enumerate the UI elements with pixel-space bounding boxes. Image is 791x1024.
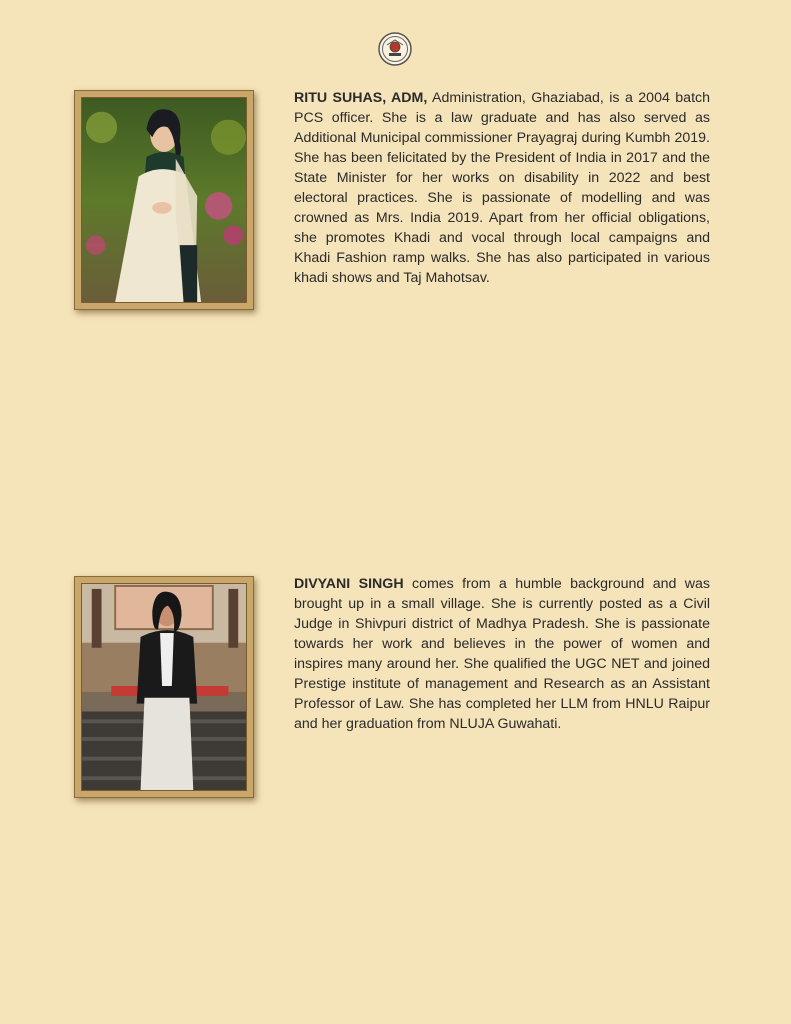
portrait-photo-icon: [81, 583, 247, 791]
profile-2-text: comes from a humble background and was brought up in a small village. She is currently posted as a Civil Judge in Shivpuri district of Madhya Pradesh. She is passionate towards her work and believes in the power of women and inspires many around her. She qualified the UGC NET and joined Prestige institute of management and Research as an Assistant Professor of Law. She has completed her LLM from HNLU Raipur and her graduation from NLUJA Guwahati.: [294, 576, 710, 732]
profile-1-bio: [294, 88, 710, 288]
profile-2-bio: [294, 574, 710, 734]
profile-1-text: Administration, Ghaziabad, is a 2004 batch PCS officer. She is a law graduate and has also served as Additional Municipal commissioner Prayagraj during Kumbh 2019. She has been felicitated by the President of India in 2017 and the State Minister for her works on disability in 2022 and best electoral practices. She is passionate of modelling and was crowned as Mrs. India 2019. Apart from her official obligations, she promotes Khadi and vocal through local campaigns and Khadi Fashion ramp walks. She has also participated in various khadi shows and Taj Mahotsav.: [294, 90, 710, 286]
profile-1-name: RITU SUHAS, ADM,: [294, 90, 428, 106]
profile-2-photo-frame: [74, 576, 254, 798]
profile-1-photo-frame: [74, 90, 254, 310]
court-emblem-icon: [378, 32, 412, 66]
portrait-photo-icon: [81, 97, 247, 303]
profile-2-name: DIVYANI SINGH: [294, 576, 404, 592]
